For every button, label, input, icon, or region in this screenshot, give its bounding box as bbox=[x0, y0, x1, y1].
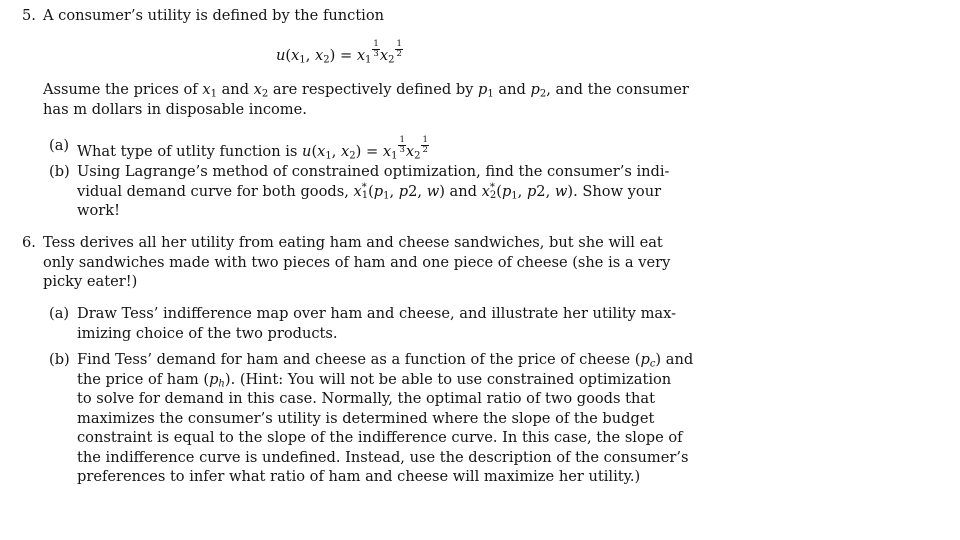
problem-5-assumption-line-2: has m dollars in disposable income. bbox=[43, 100, 307, 118]
problem-5-intro: A consumer’s utility is defined by the function bbox=[43, 7, 385, 24]
problem-6b-line-2: the price of ham $(p_h)$. (Hint: You will not be able to use constrained optimization bbox=[77, 370, 672, 389]
problem-6a-line-1: Draw Tess’ indifference map over ham and cheese, and illustrate her utility max- bbox=[77, 305, 677, 322]
problem-5b-line-2: vidual demand curve for both goods, $x^*_1(p_1$, p2, w) and $x^*_2(p_1$, p2, w). Show your bbox=[77, 181, 662, 201]
problem-5b-label: (b) bbox=[49, 163, 70, 180]
problem-5-number: 5. bbox=[22, 7, 36, 24]
problem-5-assumption-line-1: Assume the prices of $x_1$ and $x_2$ are respectively defined by $p_1$ and $p_2$, and the consumer bbox=[43, 81, 689, 100]
problem-6a-label: (a) bbox=[49, 305, 70, 322]
problem-5a-text: What type of utlity function is $u(x_1$, $x_2) = x_1$ $\frac{1}{3}$ $x_2$ $\frac{1}{2}$ bbox=[77, 135, 428, 162]
problem-5b-line-1: Using Lagrange’s method of constrained optimization, find the consumer’s indi- bbox=[77, 163, 670, 180]
problem-6a-line-2: imizing choice of the two products. bbox=[77, 324, 338, 342]
problem-6b-line-3: to solve for demand in this case. Normally, the optimal ratio of two goods that bbox=[77, 390, 655, 407]
problem-6b-label: (b) bbox=[49, 351, 70, 368]
problem-6b-line-6: the indifference curve is undefined. Instead, use the description of the consumer’s bbox=[77, 448, 689, 466]
problem-6a-text bbox=[77, 304, 677, 343]
problem-6b-line-4: maximizes the consumer’s utility is determined where the slope of the budget bbox=[77, 409, 655, 427]
problem-6b-line-1: Find Tess’ demand for ham and cheese as a function of the price of cheese $(p_c)$ and bbox=[77, 351, 694, 370]
problem-5-assumption bbox=[43, 80, 689, 119]
problem-6b-line-7: preferences to infer what ratio of ham and cheese will maximize her utility.) bbox=[77, 468, 641, 485]
problem-5b-text bbox=[77, 162, 670, 221]
problem-6-line-2: only sandwiches made with two pieces of ham and one piece of cheese (she is a very bbox=[43, 253, 671, 271]
problem-6-line-1: Tess derives all her utility from eating ham and cheese sandwiches, but she will eat bbox=[43, 234, 663, 251]
problem-6-number: 6. bbox=[22, 234, 36, 251]
problem-5b-line-3: work! bbox=[77, 202, 120, 219]
problem-6b-line-5: constraint is equal to the slope of the indifference curve. In this case, the slope of bbox=[77, 429, 683, 446]
problem-6-intro bbox=[43, 233, 671, 292]
problem-6-line-3: picky eater!) bbox=[43, 273, 138, 290]
problem-5-display-equation: $u(x_1$, $x_2) = x_1$ $\frac{1}{3}$ $x_2$ $\frac{1}{2}$ bbox=[276, 39, 402, 66]
problem-5a-label: (a) bbox=[49, 137, 70, 154]
problem-6b-text bbox=[77, 350, 694, 487]
